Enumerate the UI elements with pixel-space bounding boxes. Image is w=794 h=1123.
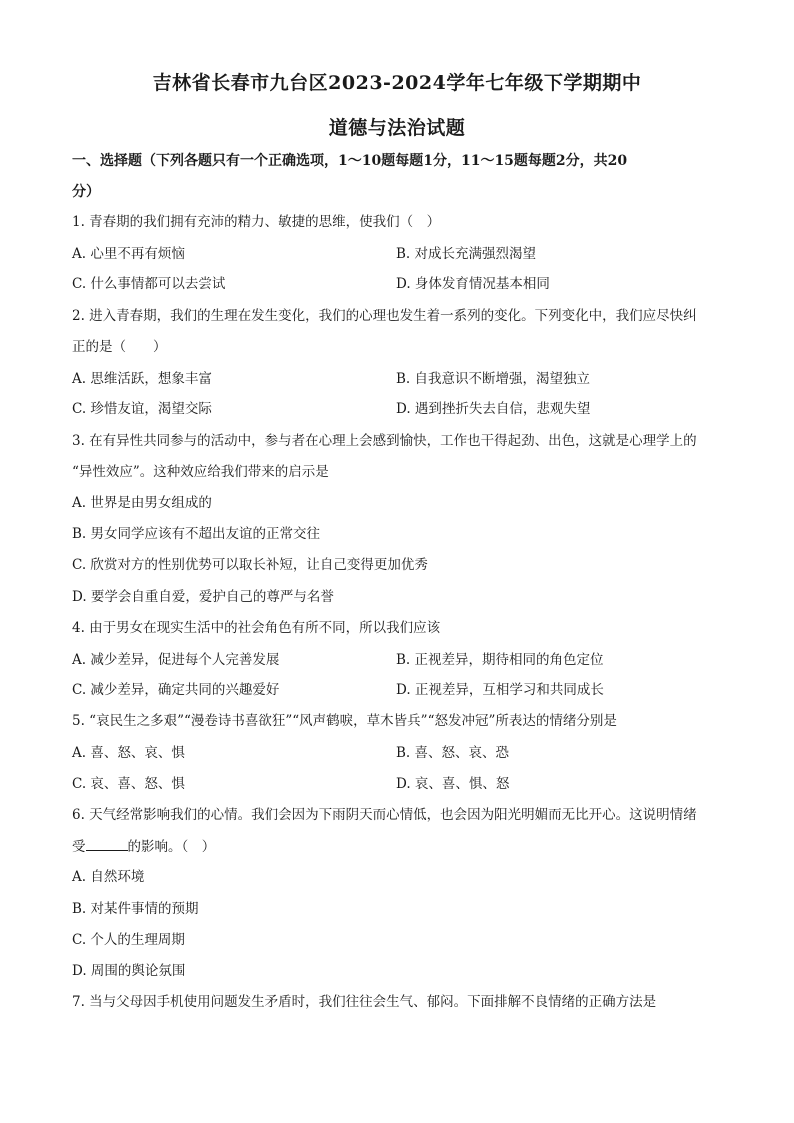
question-2-stem-line1: 2. 进入青春期，我们的生理在发生变化，我们的心理也发生着一系列的变化。下列变化中，我们应尽快纠: [72, 308, 697, 324]
question-6-stem-suffix: 的影响。（ ）: [127, 839, 216, 855]
question-6-option-d: D. 周围的舆论氛围: [72, 963, 186, 979]
question-3-option-d: D. 要学会自重自爱，爱护自己的尊严与名誉: [72, 589, 334, 605]
question-1-option-b: B. 对成长充满强烈渴望: [396, 246, 537, 262]
question-4-option-a: A. 减少差异，促进每个人完善发展: [72, 652, 280, 668]
question-5-option-c: C. 哀、喜、怒、惧: [72, 776, 185, 792]
section-heading-line2: 分）: [72, 184, 100, 200]
answer-blank: [86, 836, 128, 851]
question-5-option-b: B. 喜、怒、哀、恐: [396, 745, 510, 761]
question-1-option-d: D. 身体发育情况基本相同: [396, 276, 550, 292]
question-3-option-a: A. 世界是由男女组成的: [72, 495, 212, 511]
question-1-option-a: A. 心里不再有烦恼: [72, 246, 185, 262]
question-4-option-d: D. 正视差异，互相学习和共同成长: [396, 682, 604, 698]
question-2-option-a: A. 思维活跃，想象丰富: [72, 371, 212, 387]
question-2-option-b: B. 自我意识不断增强，渴望独立: [396, 371, 591, 387]
exam-title-line2: 道德与法治试题: [328, 117, 466, 139]
question-3-stem-line2: “异性效应”。这种效应给我们带来的启示是: [72, 464, 329, 480]
question-4-stem: 4. 由于男女在现实生活中的社会角色有所不同，所以我们应该: [72, 620, 441, 636]
question-3-stem-line1: 3. 在有异性共同参与的活动中，参与者在心理上会感到愉快，工作也干得起劲、出色，这就是心理学上的: [72, 433, 697, 449]
question-6-option-c: C. 个人的生理周期: [72, 932, 185, 948]
question-2-option-d: D. 遇到挫折失去自信，悲观失望: [396, 401, 591, 417]
question-3-option-b: B. 男女同学应该有不超出友谊的正常交往: [72, 526, 321, 542]
question-5-stem: 5. “哀民生之多艰”“漫卷诗书喜欲狂”“风声鹤唳，草木皆兵”“怒发冲冠”所表达的情绪分别是: [72, 713, 617, 729]
question-4-option-b: B. 正视差异，期待相同的角色定位: [396, 652, 604, 668]
question-3-option-c: C. 欣赏对方的性别优势可以取长补短，让自己变得更加优秀: [72, 557, 428, 573]
question-7-stem: 7. 当与父母因手机使用问题发生矛盾时，我们往往会生气、郁闷。下面排解不良情绪的正确方法是: [72, 994, 657, 1010]
section-heading-line1: 一、选择题（下列各题只有一个正确选项，1～10题每题1分，11～15题每题2分，共20: [72, 153, 628, 169]
question-6-stem-line1: 6. 天气经常影响我们的心情。我们会因为下雨阴天而心情低，也会因为阳光明媚而无比开心。这说明情绪: [72, 807, 697, 823]
question-6-option-b: B. 对某件事情的预期: [72, 901, 199, 917]
question-6-option-a: A. 自然环境: [72, 869, 145, 885]
question-1-stem: 1. 青春期的我们拥有充沛的精力、敏捷的思维，使我们（ ）: [72, 214, 441, 230]
question-1-option-c: C. 什么事情都可以去尝试: [72, 276, 226, 292]
question-4-option-c: C. 减少差异，确定共同的兴趣爱好: [72, 682, 280, 698]
exam-title-line1: 吉林省长春市九台区2023-2024学年七年级下学期期中: [152, 72, 642, 94]
question-6-stem-line2: [72, 836, 722, 857]
question-2-option-c: C. 珍惜友谊，渴望交际: [72, 401, 212, 417]
question-5-option-d: D. 哀、喜、惧、怒: [396, 776, 510, 792]
question-6-stem-prefix: 受: [72, 839, 86, 855]
question-2-stem-line2: 正的是（ ）: [72, 339, 167, 355]
question-5-option-a: A. 喜、怒、哀、惧: [72, 745, 185, 761]
